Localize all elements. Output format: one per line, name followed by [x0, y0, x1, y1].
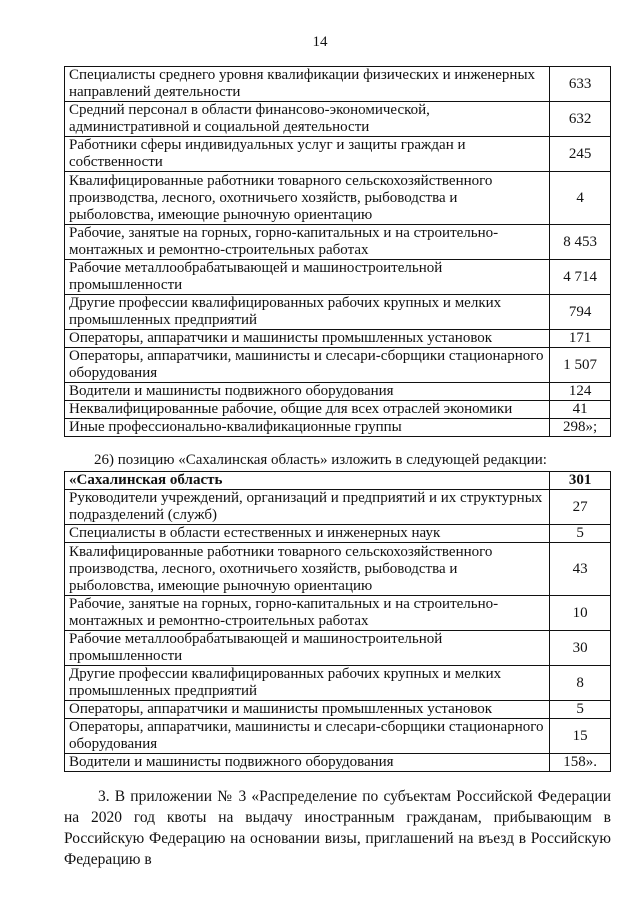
- region-total-cell: 301: [550, 472, 611, 490]
- page-number: 14: [312, 34, 328, 50]
- occupation-cell: Другие профессии квалифицированных рабочих крупных и мелких промышленных предприятий: [65, 666, 550, 701]
- region-name-cell: «Сахалинская область: [65, 472, 550, 490]
- quota-value-cell: 632: [550, 102, 611, 137]
- occupation-cell: Водители и машинисты подвижного оборудования: [65, 383, 550, 401]
- quota-table-continued: [64, 66, 611, 437]
- quota-value-cell: 30: [550, 631, 611, 666]
- quota-value-cell: 4: [550, 172, 611, 225]
- occupation-cell: Средний персонал в области финансово-экономической, административной и социальной деятельности: [65, 102, 550, 137]
- occupation-cell: Руководители учреждений, организаций и предприятий и их структурных подразделений (служб): [65, 490, 550, 525]
- table-row: [65, 525, 611, 543]
- quota-value-cell: 633: [550, 67, 611, 102]
- occupation-cell: Операторы, аппаратчики и машинисты промышленных установок: [65, 330, 550, 348]
- table-row: [65, 631, 611, 666]
- table-row: [65, 596, 611, 631]
- occupation-cell: Иные профессионально-квалификационные группы: [65, 419, 550, 437]
- sakhalin-quota-table: [64, 471, 611, 772]
- occupation-cell: Операторы, аппаратчики и машинисты промышленных установок: [65, 701, 550, 719]
- quota-value-cell: 171: [550, 330, 611, 348]
- table-row: [65, 383, 611, 401]
- table-row: [65, 102, 611, 137]
- table-row: [65, 666, 611, 701]
- quota-value-cell: 5: [550, 525, 611, 543]
- table-row: [65, 225, 611, 260]
- table-row: [65, 419, 611, 437]
- table-row: [65, 172, 611, 225]
- quota-value-cell: 10: [550, 596, 611, 631]
- occupation-cell: Операторы, аппаратчики, машинисты и слесари-сборщики стационарного оборудования: [65, 719, 550, 754]
- quota-value-cell: 124: [550, 383, 611, 401]
- region-header-row: [65, 472, 611, 490]
- quota-value-cell: 43: [550, 543, 611, 596]
- quota-value-cell: 8: [550, 666, 611, 701]
- quota-value-cell: 8 453: [550, 225, 611, 260]
- table-row: [65, 490, 611, 525]
- quota-value-cell: 41: [550, 401, 611, 419]
- quota-value-cell: 15: [550, 719, 611, 754]
- table-row: [65, 348, 611, 383]
- table-row: [65, 260, 611, 295]
- occupation-cell: Неквалифицированные рабочие, общие для всех отраслей экономики: [65, 401, 550, 419]
- table-row: [65, 401, 611, 419]
- quota-value-cell: 1 507: [550, 348, 611, 383]
- quota-value-cell: 4 714: [550, 260, 611, 295]
- paragraph-3: 3. В приложении № 3 «Распределение по субъектам Российской Федерации на 2020 год квоты на выдачу иностранным гражданам, прибывающим в Российскую Федерацию на основании визы, приглашений на въезд в Российскую Федерацию в: [64, 788, 611, 868]
- occupation-cell: Операторы, аппаратчики, машинисты и слесари-сборщики стационарного оборудования: [65, 348, 550, 383]
- amendment-instruction: 26) позицию «Сахалинская область» изложить в следующей редакции:: [94, 452, 547, 468]
- occupation-cell: Рабочие металлообрабатывающей и машиностроительной промышленности: [65, 631, 550, 666]
- table-row: [65, 137, 611, 172]
- occupation-cell: Водители и машинисты подвижного оборудования: [65, 754, 550, 772]
- quota-value-cell: 158».: [550, 754, 611, 772]
- quota-value-cell: 27: [550, 490, 611, 525]
- occupation-cell: Работники сферы индивидуальных услуг и защиты граждан и собственности: [65, 137, 550, 172]
- quota-value-cell: 5: [550, 701, 611, 719]
- quota-value-cell: 794: [550, 295, 611, 330]
- table-row: [65, 295, 611, 330]
- table-row: [65, 543, 611, 596]
- occupation-cell: Квалифицированные работники товарного сельскохозяйственного производства, лесного, охотничьего хозяйств, рыбоводства и рыболовства, имеющие рыночную ориентацию: [65, 172, 550, 225]
- occupation-cell: Другие профессии квалифицированных рабочих крупных и мелких промышленных предприятий: [65, 295, 550, 330]
- occupation-cell: Рабочие, занятые на горных, горно-капитальных и на строительно-монтажных и ремонтно-строительных работах: [65, 596, 550, 631]
- quota-value-cell: 298»;: [550, 419, 611, 437]
- table-row: [65, 754, 611, 772]
- table-row: [65, 701, 611, 719]
- occupation-cell: Специалисты в области естественных и инженерных наук: [65, 525, 550, 543]
- occupation-cell: Рабочие, занятые на горных, горно-капитальных и на строительно-монтажных и ремонтно-строительных работах: [65, 225, 550, 260]
- occupation-cell: Специалисты среднего уровня квалификации физических и инженерных направлений деятельности: [65, 67, 550, 102]
- table-row: [65, 719, 611, 754]
- table-row: [65, 67, 611, 102]
- occupation-cell: Квалифицированные работники товарного сельскохозяйственного производства, лесного, охотничьего хозяйств, рыбоводства и рыболовства, имеющие рыночную ориентацию: [65, 543, 550, 596]
- occupation-cell: Рабочие металлообрабатывающей и машиностроительной промышленности: [65, 260, 550, 295]
- table-row: [65, 330, 611, 348]
- quota-value-cell: 245: [550, 137, 611, 172]
